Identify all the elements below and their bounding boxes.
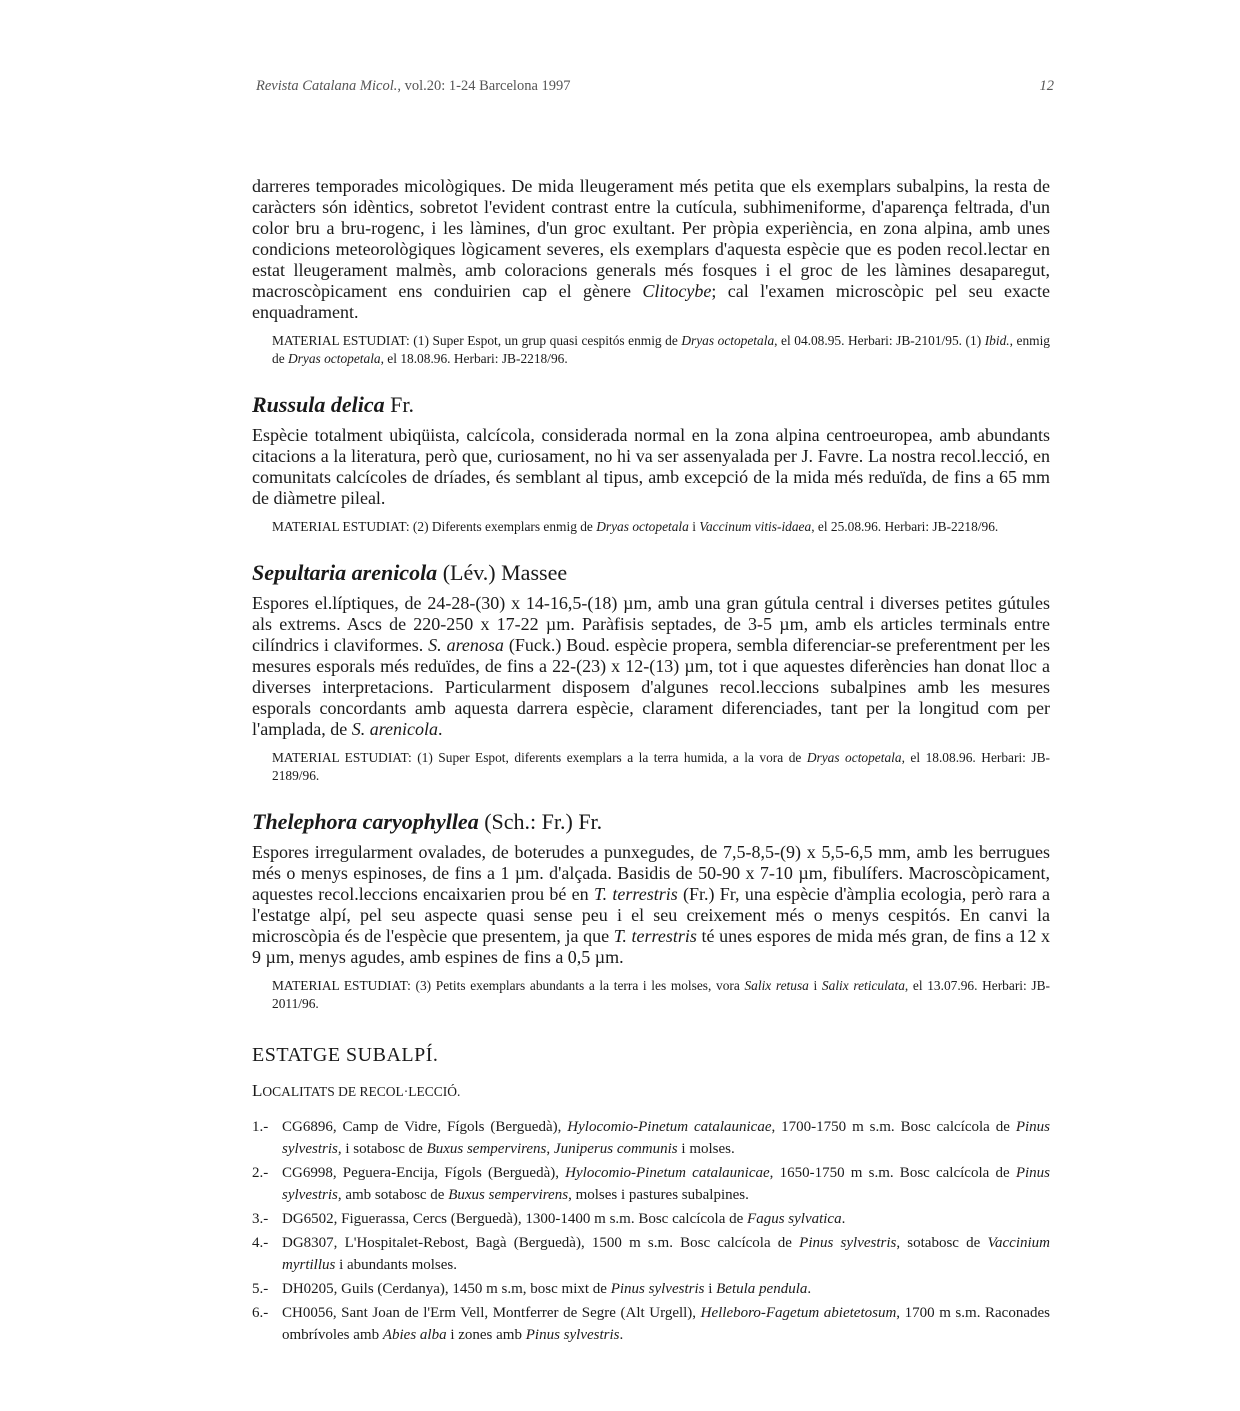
text-run: , el 18.08.96. Herbari: JB-2189/96. [272, 750, 1050, 783]
text-run: , enmig de [272, 333, 1051, 366]
text-run: DH0205, Guils (Cerdanya), 1450 m s.m, bosc mixt de [282, 1281, 611, 1297]
text-run: , 1700 m s.m. Raconades ombrívoles amb [282, 1305, 1050, 1343]
section-title: ESTATGE SUBALPÍ. [252, 1044, 439, 1066]
item-number: 6.- [252, 1305, 269, 1321]
text-run: i [808, 978, 822, 993]
text-run: , 1700-1750 m s.m. Bosc calcícola de [771, 1119, 1016, 1135]
text-run: . [438, 719, 443, 739]
list-item [252, 1232, 1050, 1276]
taxon-name: Vaccinium myrtillus [282, 1235, 1050, 1273]
text-run: i [704, 1281, 717, 1297]
text-run: CG6896, Camp de Vidre, Fígols (Berguedà), [282, 1119, 568, 1135]
article-body [252, 176, 1050, 1348]
taxon-name: Salix retusa [744, 978, 809, 993]
text-run: CG6998, Peguera-Encija, Fígols (Berguedà), [282, 1165, 566, 1181]
localities-subheading [252, 1081, 1050, 1102]
text-run: DG8307, L'Hospitalet-Rebost, Bagà (Berguedà), 1500 m s.m. Bosc calcícola de [282, 1235, 800, 1251]
material-studied [272, 977, 1050, 1013]
taxon-name: Pinus sylvestris [610, 1281, 705, 1297]
text-run: . [619, 1327, 624, 1343]
species-name: Thelephora caryophyllea [252, 809, 479, 834]
text-run: MATERIAL ESTUDIAT: (1) Super Espot, un grup quasi cespitós enmig de [272, 333, 682, 348]
species-author: Fr. [390, 392, 414, 417]
text-run: , amb sotabosc de [337, 1187, 449, 1203]
text-run: té unes espores de mida més gran, de fins a 12 x 9 µm, menys agudes, amb espines de fins a 0,5 µm. [252, 926, 1050, 967]
species-author: (Sch.: Fr.) Fr. [484, 809, 603, 834]
taxon-name: Fagus sylvatica [747, 1211, 842, 1227]
taxon-name: T. terrestris [593, 884, 678, 904]
text-run: DG6502, Figuerassa, Cercs (Berguedà), 1300-1400 m s.m. Bosc calcícola de [282, 1211, 748, 1227]
item-number: 5.- [252, 1281, 269, 1297]
text-run: i molses. [677, 1141, 735, 1157]
text-run: darreres temporades micològiques. De mida lleugerament més petita que els exemplars subalpins, la resta de caràcters són idèntics, sobretot l'evident contrast entre la cutícula, subhimeniforme, d'aparença feltrada, d'un color bru a bru-rogenc, i les làmines, d'un groc exultant. Per pròpia experiència, en zona alpina, amb unes condicions meteorològiques lògicament severes, els exemplars d'aquesta espècie que es poden recol.lectar en estat lleugerament malmès, amb coloracions generals més fosques i el groc de les làmines desaparegut, macroscòpicament ens conduirien cap el gènere [252, 176, 1050, 301]
list-item [252, 1162, 1050, 1206]
journal-title: Revista Catalana Micol. [256, 78, 398, 94]
text-run: MATERIAL ESTUDIAT: (3) Petits exemplars abundants a la terra i les molses, vora [272, 978, 745, 993]
text-run: , sotabosc de [896, 1235, 988, 1251]
species-description [252, 842, 1050, 968]
text-run: i abundants molses. [335, 1257, 457, 1273]
item-number: 1.- [252, 1119, 269, 1135]
list-item [252, 1302, 1050, 1346]
item-number: 2.- [252, 1165, 269, 1181]
header-citation [256, 78, 571, 95]
taxon-name: S. arenosa [428, 635, 504, 655]
item-number: 4.- [252, 1235, 269, 1251]
species-heading-russula [252, 392, 1050, 418]
text-run: ; cal l'examen microscòpic pel seu exacte enquadrament. [252, 281, 1050, 322]
text-run: , el 13.07.96. Herbari: JB-2011/96. [272, 978, 1050, 1011]
text-run: MATERIAL ESTUDIAT: (2) Diferents exemplars enmig de [272, 519, 597, 534]
running-header [256, 78, 1054, 100]
taxon-name: Dryas octopetala [681, 333, 775, 348]
item-number: 3.- [252, 1211, 269, 1227]
list-item [252, 1278, 1050, 1300]
text-run: Espècie totalment ubiqüista, calcícola, considerada normal en la zona alpina centroeuropea, amb abundants citacions a la literatura, però que, curiosament, no hi va ser assenyalada per J. Favre. La nostra recol.lecció, en comunitats calcícoles de dríades, és semblant al tipus, amb excepció de la mida més reduïda, de fins a 65 mm de diàmetre pileal. [252, 425, 1050, 508]
taxon-name: Pinus sylvestris [525, 1327, 620, 1343]
intro-paragraph [252, 176, 1050, 323]
taxon-name: Pinus sylvestris [799, 1235, 897, 1251]
plant-association: Hylocomio-Pinetum catalaunicae [567, 1119, 772, 1135]
text-run: (Fr.) Fr, una espècie d'àmplia ecologia, però rara a l'estatge alpí, pel seu aspecte quasi sense peu i el seu creixement més o menys cespitós. En canvi la microscòpia és de l'espècie que presentem, ja que [252, 884, 1051, 946]
list-item [252, 1208, 1050, 1230]
taxon-name: Pinus sylvestris [282, 1119, 1050, 1157]
journal-volume: , vol.20: 1-24 Barcelona 1997 [397, 78, 571, 94]
material-studied [272, 749, 1050, 785]
text-run: . [841, 1211, 846, 1227]
species-name: Russula delica [252, 392, 385, 417]
subheading-rest: OCALITATS DE RECOL·LECCIÓ. [262, 1084, 461, 1099]
text-run: Espores el.líptiques, de 24-28-(30) x 14-16,5-(18) µm, amb una gran gútula central i diverses petites gútules als extrems. Ascs de 220-250 x 17-22 µm. Paràfisis septades, de 3-5 µm, amb els articles terminals entre cilíndrics i claviformes. [252, 593, 1050, 655]
text-run: , [546, 1141, 554, 1157]
text-run: i zones amb [446, 1327, 526, 1343]
plant-association: Hylocomio-Pinetum catalaunicae [565, 1165, 770, 1181]
taxon-name: Dryas octopetala [596, 519, 689, 534]
taxon-name: Juniperus communis [553, 1141, 678, 1157]
species-description [252, 593, 1050, 740]
text-run: , molses i pastures subalpines. [568, 1187, 749, 1203]
text-run: , 1650-1750 m s.m. Bosc calcícola de [769, 1165, 1016, 1181]
taxon-name: Dryas octopetala [806, 750, 902, 765]
taxon-name: Vaccinum vitis-idaea [699, 519, 812, 534]
taxon-name: Buxus sempervirens [426, 1141, 547, 1157]
ibid: Ibid. [984, 333, 1010, 348]
species-name: Sepultaria arenicola [252, 560, 438, 585]
species-description [252, 425, 1050, 509]
text-run: (Fuck.) Boud. espècie propera, sembla diferenciar-se preferentment per les mesures esporals més reduïdes, de fins a 22-(23) x 12-(13) µm, tot i que aquestes diferències han donat lloc a diverses interpretacions. Particularment disposem d'algunes recol.leccions subalpines amb les mesures esporals concordants amb aquesta darrera espècie, clarament diferenciades, tant per la longitud com per l'amplada, de [252, 635, 1050, 739]
taxon-name: T. terrestris [613, 926, 697, 946]
material-studied [272, 332, 1050, 368]
species-author: (Lév.) Massee [442, 560, 568, 585]
taxon-name: Pinus sylvestris [282, 1165, 1050, 1203]
taxon-name: Betula pendula [716, 1281, 808, 1297]
species-heading-thelephora [252, 809, 1050, 835]
species-heading-sepultaria [252, 560, 1050, 586]
text-run: , el 04.08.95. Herbari: JB-2101/95. (1) [774, 333, 985, 348]
taxon-name: Dryas octopetala [288, 351, 381, 366]
localities-list [252, 1116, 1050, 1346]
text-run: i [688, 519, 700, 534]
taxon-name: Buxus sempervirens [448, 1187, 569, 1203]
taxon-name: Salix reticulata [821, 978, 905, 993]
list-item [252, 1116, 1050, 1160]
taxon-name: S. arenicola [351, 719, 439, 739]
text-run: , i sotabosc de [337, 1141, 427, 1157]
text-run: , el 18.08.96. Herbari: JB-2218/96. [380, 351, 568, 366]
subheading-initial: L [252, 1081, 263, 1100]
plant-association: Helleboro-Fagetum abietetosum [700, 1305, 897, 1321]
text-run: CH0056, Sant Joan de l'Erm Vell, Montferrer de Segre (Alt Urgell), [282, 1305, 701, 1321]
text-run: Espores irregularment ovalades, de boterudes a punxegudes, de 7,5-8,5-(9) x 5,5-6,5 mm, amb les berrugues més o menys espinoses, de fins a 1 µm. d'alçada. Basidis de 50-90 x 7-10 µm, fibulífers. Macroscòpicament, aquestes recol.leccions encaixarien prou bé en [252, 842, 1050, 904]
genus-name: Clitocybe [642, 281, 712, 301]
text-run: , el 25.08.96. Herbari: JB-2218/96. [811, 519, 999, 534]
taxon-name: Abies alba [382, 1327, 447, 1343]
text-run: MATERIAL ESTUDIAT: (1) Super Espot, diferents exemplars a la terra humida, a la vora de [272, 750, 807, 765]
text-run: . [807, 1281, 812, 1297]
material-studied [272, 518, 1050, 536]
page-number: 12 [1039, 78, 1054, 94]
